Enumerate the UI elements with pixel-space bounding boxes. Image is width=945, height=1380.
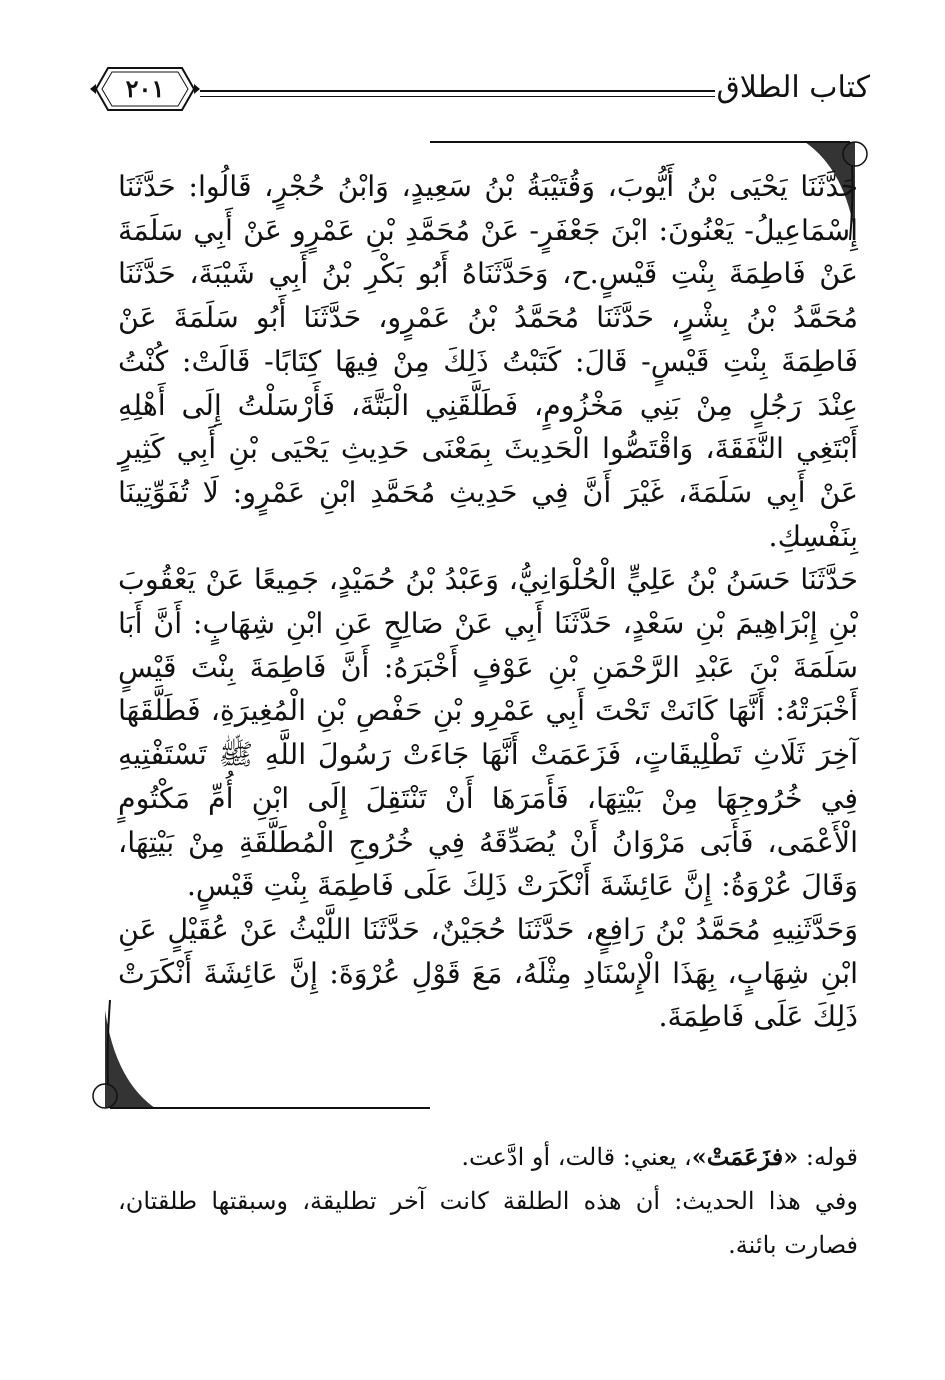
note: وفي هذا الحديث: أن هذه الطلقة كانت آخر تطليقة، وسبقتها طلقتان، فصارت بائنة. [118, 1187, 858, 1259]
note-term: «فزَعَمَتْ» [691, 1142, 799, 1171]
note-text: ، يعني: قالت، أو ادَّعت. [461, 1143, 692, 1171]
commentary-notes [118, 1135, 858, 1267]
note [118, 1135, 858, 1179]
hadith-paragraph: حَدَّثَنَا حَسَنُ بْنُ عَلِيٍّ الْحُلْوَانِيُّ، وَعَبْدُ بْنُ حُمَيْدٍ، جَمِيعًا عَنْ يَعْقُوبَ بْنِ إِبْرَاهِيمَ بْنِ سَعْدٍ، حَدَّثَنَا أَبِي عَنْ صَالِحٍ عَنِ ابْنِ شِهَابٍ: أَنَّ أَبَا سَلَمَةَ بْنَ عَبْدِ الرَّحْمَنِ بْنِ عَوْفٍ أَخْبَرَهُ: أَنَّ فَاطِمَةَ بِنْتَ قَيْسٍ أَخْبَرَتْهُ: أَنَّهَا كَانَتْ تَحْتَ أَبِي عَمْرِو بْنِ حَفْصِ بْنِ الْمُغِيرَةِ، فَطَلَّقَهَا آخِرَ ثَلَاثِ تَطْلِيقَاتٍ، فَزَعَمَتْ أَنَّهَا جَاءَتْ رَسُولَ اللَّهِ ﷺ تَسْتَفْتِيهِ فِي خُرُوجِهَا مِنْ بَيْتِهَا، فَأَمَرَهَا أَنْ تَنْتَقِلَ إِلَى ابْنِ أُمِّ مَكْتُومٍ الْأَعْمَى، فَأَبَى مَرْوَانُ أَنْ يُصَدِّقَهُ فِي خُرُوجِ الْمُطَلَّقَةِ مِنْ بَيْتِهَا، وَقَالَ عُرْوَةُ: إِنَّ عَائِشَةَ أَنْكَرَتْ ذَلِكَ عَلَى فَاطِمَةَ بِنْتِ قَيْسٍ. [118, 563, 858, 903]
page-number: ٢٠١ [125, 74, 165, 103]
page-header [90, 60, 870, 130]
note-prefix: قوله: [798, 1143, 858, 1171]
hadith-paragraph: حَدَّثَنَا يَحْيَى بْنُ أَيُّوبَ، وَقُتَيْبَةُ بْنُ سَعِيدٍ، وَابْنُ حُجْرٍ، قَالُوا: حَدَّثَنَا إِسْمَاعِيلُ- يَعْنُونَ: ابْنَ جَعْفَرٍ- عَنْ مُحَمَّدِ بْنِ عَمْرٍو عَنْ أَبِي سَلَمَةَ عَنْ فَاطِمَةَ بِنْتِ قَيْسٍ.ح، وَحَدَّثَنَاهُ أَبُو بَكْرِ بْنُ أَبِي شَيْبَةَ، حَدَّثَنَا مُحَمَّدُ بْنُ بِشْرٍ، حَدَّثَنَا مُحَمَّدُ بْنُ عَمْرٍو، حَدَّثَنَا أَبُو سَلَمَةَ عَنْ فَاطِمَةَ بِنْتِ قَيْسٍ- قَالَ: كَتَبْتُ ذَلِكَ مِنْ فِيهَا كِتَابًا- قَالَتْ: كُنْتُ عِنْدَ رَجُلٍ مِنْ بَنِي مَخْزُومٍ، فَطَلَّقَنِي الْبَتَّةَ، فَأَرْسَلْتُ إِلَى أَهْلِهِ أَبْتَغِي النَّفَقَةَ، وَاقْتَصُّوا الْحَدِيثَ بِمَعْنَى حَدِيثِ يَحْيَى بْنِ أَبِي كَثِيرٍ عَنْ أَبِي سَلَمَةَ، غَيْرَ أَنَّ فِي حَدِيثِ مُحَمَّدِ ابْنِ عَمْرٍو: لَا تُفَوِّتِينَا بِنَفْسِكِ. [118, 170, 858, 553]
chapter-title: كتاب الطلاق [716, 70, 870, 105]
header-divider [200, 90, 715, 97]
hadith-paragraph: وَحَدَّثَنِيهِ مُحَمَّدُ بْنُ رَافِعٍ، حَدَّثَنَا حُجَيْنٌ، حَدَّثَنَا اللَّيْثُ عَنْ عُقَيْلٍ عَنِ ابْنِ شِهَابٍ، بِهَذَا الْإِسْنَادِ مِثْلَهُ، مَعَ قَوْلِ عُرْوَةَ: إِنَّ عَائِشَةَ أَنْكَرَتْ ذَلِكَ عَلَى فَاطِمَةَ. [118, 912, 858, 1034]
hadith-text [118, 165, 858, 1039]
